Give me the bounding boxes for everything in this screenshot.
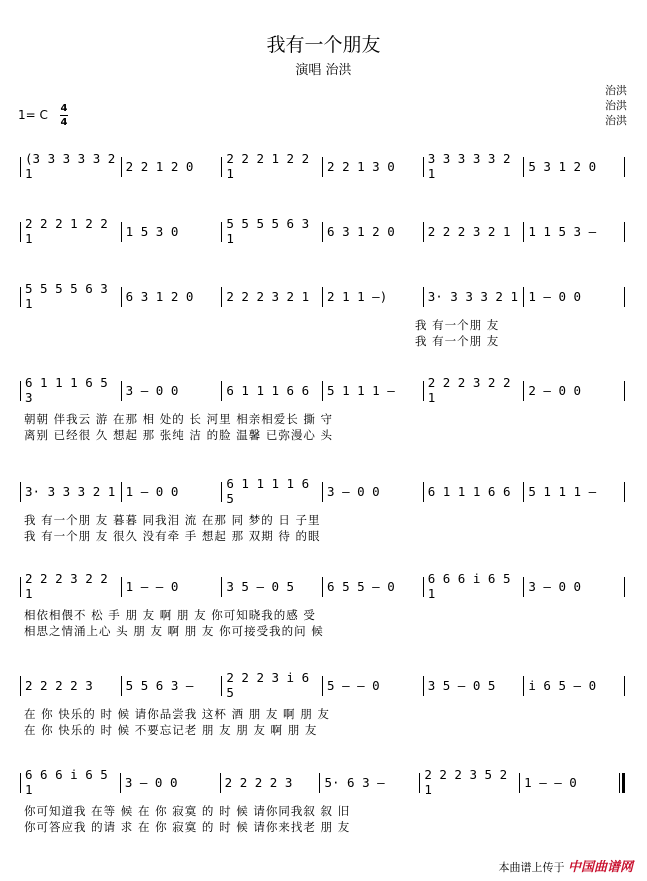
measure: i 6 5 – 0: [528, 677, 597, 693]
measure: (3 3 3 3 3 2 1: [25, 151, 116, 181]
measure-group: [20, 375, 625, 405]
measure-group: [20, 571, 625, 601]
meter-bar: [60, 115, 68, 116]
staff-row: [20, 281, 625, 348]
footer-prefix: 本曲谱上传于: [498, 861, 565, 874]
measure: 2 2 2 3 2 1: [226, 288, 310, 304]
measure: 2 2 2 3 2 2 1: [427, 375, 511, 405]
bar-line: [624, 287, 625, 307]
measure: 5· 6 3 –: [324, 774, 385, 790]
measure: 6 1 1 1 6 6: [427, 483, 511, 499]
footer: [498, 856, 633, 875]
song-subtitle: 演唱 治洪: [295, 63, 352, 78]
meter-top: 4: [60, 103, 68, 114]
lyric-line: 朝朝 伴我云 游 在那 相 处的 长 河里 相亲相爱长 撕 守: [24, 412, 334, 426]
measure: 1 1 5 3 –: [528, 223, 597, 239]
measure: 3 5 – 0 5: [427, 677, 496, 693]
bar-line: [624, 157, 625, 177]
measure: 1 – – 0: [524, 774, 577, 790]
bar-line: [624, 381, 625, 401]
measure: 2 2 1 3 0: [327, 158, 395, 174]
lyric-line: 在 你 快乐的 时 候 不要忘记老 朋 友 朋 友 啊 朋 友: [24, 723, 318, 737]
measure-group: [20, 767, 625, 797]
measure: 3 – 0 0: [125, 382, 179, 398]
meter-bottom: 4: [60, 117, 68, 128]
bar-line: [619, 773, 620, 793]
measure-group: [20, 281, 625, 311]
bar-line: [624, 676, 625, 696]
measure: 3 3 3 3 3 2 1: [427, 151, 511, 181]
measure: 1 – 0 0: [125, 483, 179, 499]
lyric-line: 你可答应我 的请 求 在 你 寂寞 的 时 候 请你来找老 朋 友: [24, 820, 351, 834]
final-bar: [622, 773, 625, 793]
measure: 6 6 6 i 6 5 1: [25, 767, 108, 797]
staff-row: [20, 151, 625, 181]
measure: 6 1 1 1 1 6 5: [226, 476, 310, 506]
staff-row: [20, 375, 625, 442]
time-signature: [60, 103, 68, 128]
lyric-line: 我 有一个朋 友: [415, 318, 500, 332]
measure: 5 5 5 5 6 3 1: [226, 216, 310, 246]
measure: 2 2 2 3 2 1: [427, 223, 511, 239]
lyric-line: 你可知道我 在等 候 在 你 寂寞 的 时 候 请你同我叙 叙 旧: [24, 804, 351, 818]
measure: 1 – – 0: [125, 578, 179, 594]
key-signature: 1= C: [18, 108, 48, 122]
measure: 6 5 5 – 0: [327, 578, 395, 594]
measure: 3 – 0 0: [327, 483, 380, 499]
bar-line: [624, 482, 625, 502]
measure: 1 5 3 0: [125, 223, 179, 239]
measure: 2 2 2 2 3: [25, 677, 93, 693]
measure: 6 1 1 1 6 5 3: [25, 375, 108, 405]
measure: 5 1 1 1 –: [327, 382, 395, 398]
measure: 5 1 1 1 –: [528, 483, 597, 499]
measure: 5 – – 0: [327, 677, 380, 693]
measure: 3 5 – 0 5: [226, 578, 295, 594]
measure: 2 2 2 3 2 2 1: [25, 571, 108, 601]
credit-line-3: 治洪: [605, 114, 627, 127]
staff-row: [20, 476, 625, 543]
measure: 5 5 5 5 6 3 1: [25, 281, 108, 311]
lyric-line: 离别 已经很 久 想起 那 张纯 洁 的脸 温馨 已弥漫心 头: [24, 428, 334, 442]
measure: 2 2 2 1 2 2 1: [226, 151, 310, 181]
measure: 2 2 2 3 i 6 5: [226, 670, 310, 700]
footer-brand: 中国曲谱网: [567, 860, 633, 875]
measure: 6 6 6 i 6 5 1: [427, 571, 511, 601]
measure: 2 – 0 0: [528, 382, 582, 398]
measure: 5 3 1 2 0: [528, 158, 597, 174]
measure: 2 2 2 2 3: [224, 774, 293, 790]
credit-line-1: 治洪: [605, 84, 627, 97]
bar-line: [624, 577, 625, 597]
lyric-line: 我 有一个朋 友: [415, 334, 500, 348]
measure: 6 3 1 2 0: [125, 288, 194, 304]
measure-group: [20, 216, 625, 246]
measure: 3· 3 3 3 2 1: [25, 483, 116, 499]
measure: 2 2 2 1 2 2 1: [25, 216, 108, 246]
staff-row: [20, 216, 625, 246]
lyric-line: 相依相偎不 松 手 朋 友 啊 朋 友 你可知晓我的感 受: [24, 608, 316, 622]
measure: 6 3 1 2 0: [327, 223, 395, 239]
lyric-line: 相思之情涌上心 头 朋 友 啊 朋 友 你可接受我的问 候: [24, 624, 324, 638]
measure: 6 1 1 1 6 6: [226, 382, 310, 398]
staff-row: [20, 571, 625, 638]
lyric-line: 我 有一个朋 友 很久 没有牵 手 想起 那 双期 待 的眼: [24, 529, 321, 543]
measure: 2 2 2 3 5 2 1: [424, 767, 508, 797]
measure-group: [20, 476, 625, 506]
staff-row: [20, 767, 625, 834]
measure: 3 – 0 0: [528, 578, 582, 594]
measure: 2 2 1 2 0: [125, 158, 194, 174]
measure: 2 1 1 –): [327, 288, 388, 304]
lyric-line: 我 有一个朋 友 暮暮 同我泪 流 在那 同 梦的 日 子里: [24, 513, 321, 527]
lyric-line: 在 你 快乐的 时 候 请你品尝我 这杯 酒 朋 友 啊 朋 友: [24, 707, 330, 721]
measure-group: [20, 151, 625, 181]
staff-row: [20, 670, 625, 737]
measure: 3 – 0 0: [124, 774, 178, 790]
bar-line: [624, 222, 625, 242]
measure: 3· 3 3 3 2 1: [427, 288, 518, 304]
measure-group: [20, 670, 625, 700]
song-title: 我有一个朋友: [266, 34, 381, 56]
credit-line-2: 治洪: [605, 99, 627, 112]
measure: 1 – 0 0: [528, 288, 582, 304]
measure: 5 5 6 3 –: [125, 677, 194, 693]
